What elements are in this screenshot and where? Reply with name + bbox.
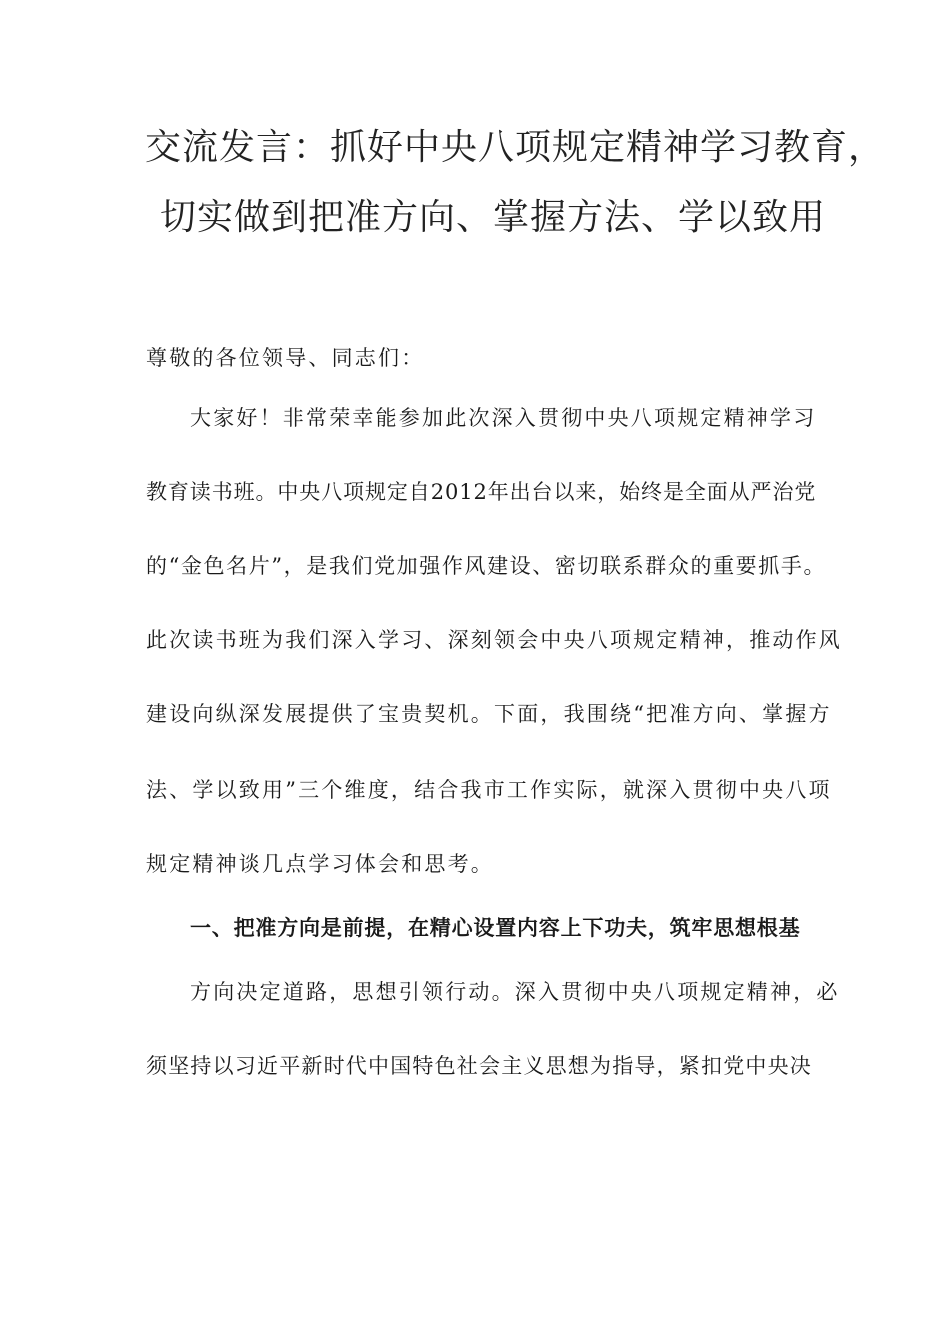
paragraph-line: 规定精神谈几点学习体会和思考。 [146,852,494,876]
paragraph-line: 教育读书班。中央八项规定自2012年出台以来，始终是全面从严治党 [146,480,817,504]
paragraph-line: 大家好！非常荣幸能参加此次深入贯彻中央八项规定精神学习 [190,406,817,430]
paragraph-line: 此次读书班为我们深入学习、深刻领会中央八项规定精神，推动作风 [146,628,842,652]
document-title-line-2: 切实做到把准方向、掌握方法、学以致用 [160,197,827,238]
salutation: 尊敬的各位领导、同志们： [146,346,425,370]
paragraph-line: 的“金色名片”，是我们党加强作风建设、密切联系群众的重要抓手。 [146,554,827,578]
paragraph-line: 法、学以致用”三个维度，结合我市工作实际，就深入贯彻中央八项 [146,778,832,802]
paragraph-line: 建设向纵深发展提供了宝贵契机。下面，我围绕“把准方向、掌握方 [146,702,832,726]
paragraph-line: 方向决定道路，思想引领行动。深入贯彻中央八项规定精神，必 [190,980,840,1004]
paragraph-line: 须坚持以习近平新时代中国特色社会主义思想为指导，紧扣党中央决 [146,1054,812,1078]
document-title-line-1: 交流发言：抓好中央八项规定精神学习教育， [145,127,886,168]
section-heading: 一、把准方向是前提，在精心设置内容上下功夫，筑牢思想根基 [190,916,801,940]
